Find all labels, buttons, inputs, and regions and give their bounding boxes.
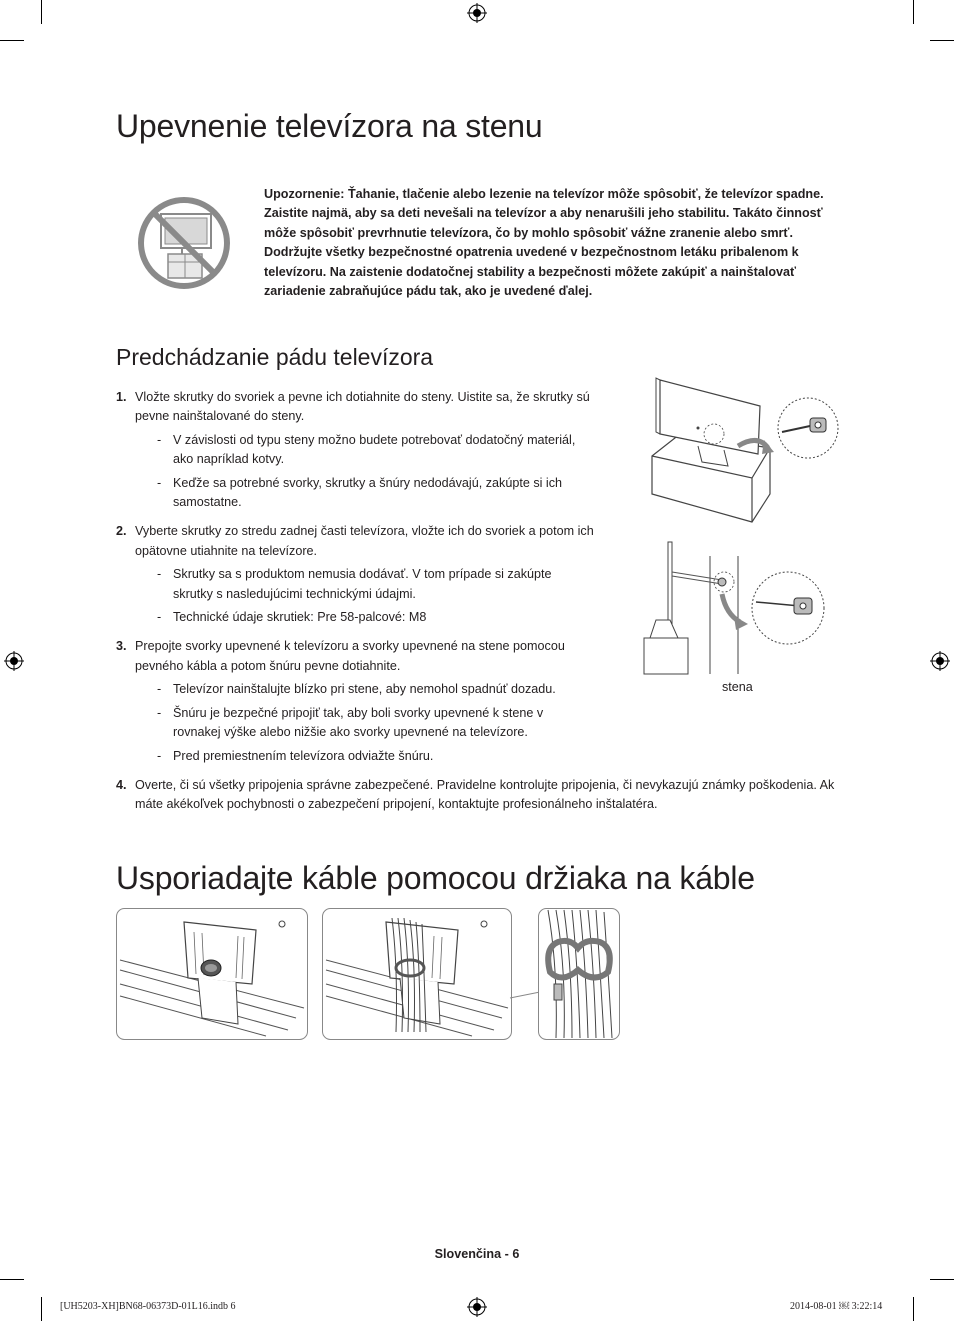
page-number: Slovenčina - 6	[434, 1247, 520, 1261]
crop-mark	[913, 1297, 914, 1321]
sub-item: - Keďže sa potrebné svorky, skrutky a šnúry nedodávajú, zakúpte si ich samostatne.	[157, 475, 563, 510]
registration-mark-icon	[467, 1297, 487, 1317]
no-climbing-warning-icon	[137, 196, 231, 290]
sub-item: - Televízor nainštalujte blízko pri stene, aby nemohol spadnúť dozadu.	[157, 682, 556, 697]
step-4	[116, 776, 836, 815]
cable-holder-illustration-2	[322, 908, 512, 1040]
crop-mark	[930, 1279, 954, 1280]
crop-mark	[41, 1297, 42, 1321]
step-text: Vyberte skrutky zo stredu zadnej časti televízora, vložte ich do svoriek a potom ich opätovne utiahnite na televízore.	[135, 524, 594, 558]
registration-mark-icon	[467, 3, 487, 23]
crop-mark	[930, 40, 954, 41]
step-text: Vložte skrutky do svoriek a pevne ich dotiahnite do steny. Uistite sa, že skrutky sú pevne nainštalované do steny.	[135, 390, 590, 424]
step-3	[116, 637, 594, 765]
step-2	[116, 522, 594, 627]
print-slug-left: [UH5203-XH]BN68-06373D-01L16.indb 6	[60, 1301, 236, 1312]
step-text: Prepojte svorky upevnené k televízoru a svorky upevnené na stene pomocou pevného kábla a potom šnúru pevne dotiahnite.	[135, 639, 565, 673]
sub-item: - Technické údaje skrutiek: Pre 58-palcové: M8	[157, 610, 427, 625]
sub-item: - Skrutky sa s produktom nemusia dodávať. V tom prípade si zakúpte skrutky s nasledujúcimi technickými údajmi.	[157, 567, 552, 601]
step-1	[116, 388, 594, 512]
section-title-fall-prevention: Predchádzanie pádu televízora	[116, 344, 434, 370]
crop-mark	[913, 0, 914, 24]
registration-mark-icon	[930, 651, 950, 671]
tv-wall-cord-illustration	[640, 540, 845, 680]
wall-label: stena	[722, 680, 753, 694]
section-title-cable-holder: Usporiadajte káble pomocou držiaka na káble	[116, 860, 755, 896]
crop-mark	[0, 40, 24, 41]
step-number: 2.	[116, 524, 127, 539]
crop-mark	[0, 1279, 24, 1280]
step-number: 4.	[116, 778, 127, 792]
registration-mark-icon	[4, 651, 24, 671]
step-text: Overte, či sú všetky pripojenia správne zabezpečené. Pravidelne kontrolujte pripojenia, či nevykazujú známky poškodenia. Ak máte akékoľvek pochybnosti o zabezpečení pripojení, kontaktujte profesionálneho inštalatéra.	[135, 778, 835, 812]
step-number: 1.	[116, 390, 127, 404]
sub-item: - V závislosti od typu steny možno budete potrebovať dodatočný materiál, ako napríklad kotvy.	[157, 432, 576, 467]
step-number: 3.	[116, 639, 127, 654]
sub-item: - Šnúru je bezpečné pripojiť tak, aby boli svorky upevnené k stene v rovnakej výške alebo nižšie ako svorky upevnené na televízore.	[157, 705, 544, 740]
safety-warning: Upozornenie: Ťahanie, tlačenie alebo lezenie na televízor môže spôsobiť, že televízor spadne. Zaistite najmä, aby sa deti nevešali na televízor a aby nenarušili jeho stabilitu. Takáto činnosť môže spôsobiť prevrhnutie televízora, čo by mohlo spôsobiť vážne zranenie alebo smrť. Dodržujte všetky bezpečnostné opatrenia uvedené v bezpečnostnom letáku pribalenom k televízoru. Na zaistenie dodatočnej stability a bezpečnosti môžete zakúpiť a nainštalovať zariadenie zabraňujúce pádu tak, ako je uvedené ďalej.	[264, 187, 824, 299]
page-title: Upevnenie televízora na stenu	[116, 108, 543, 144]
step-list	[116, 388, 594, 771]
print-slug-right: 2014-08-01 ￼ 3:22:14	[790, 1301, 883, 1312]
sub-item: - Pred premiestnením televízora odviažte šnúru.	[157, 748, 434, 763]
cable-holder-illustration-1	[116, 908, 308, 1040]
cable-holder-detail	[538, 908, 620, 1040]
crop-mark	[41, 0, 42, 24]
tv-rear-clamp-illustration	[640, 376, 845, 526]
